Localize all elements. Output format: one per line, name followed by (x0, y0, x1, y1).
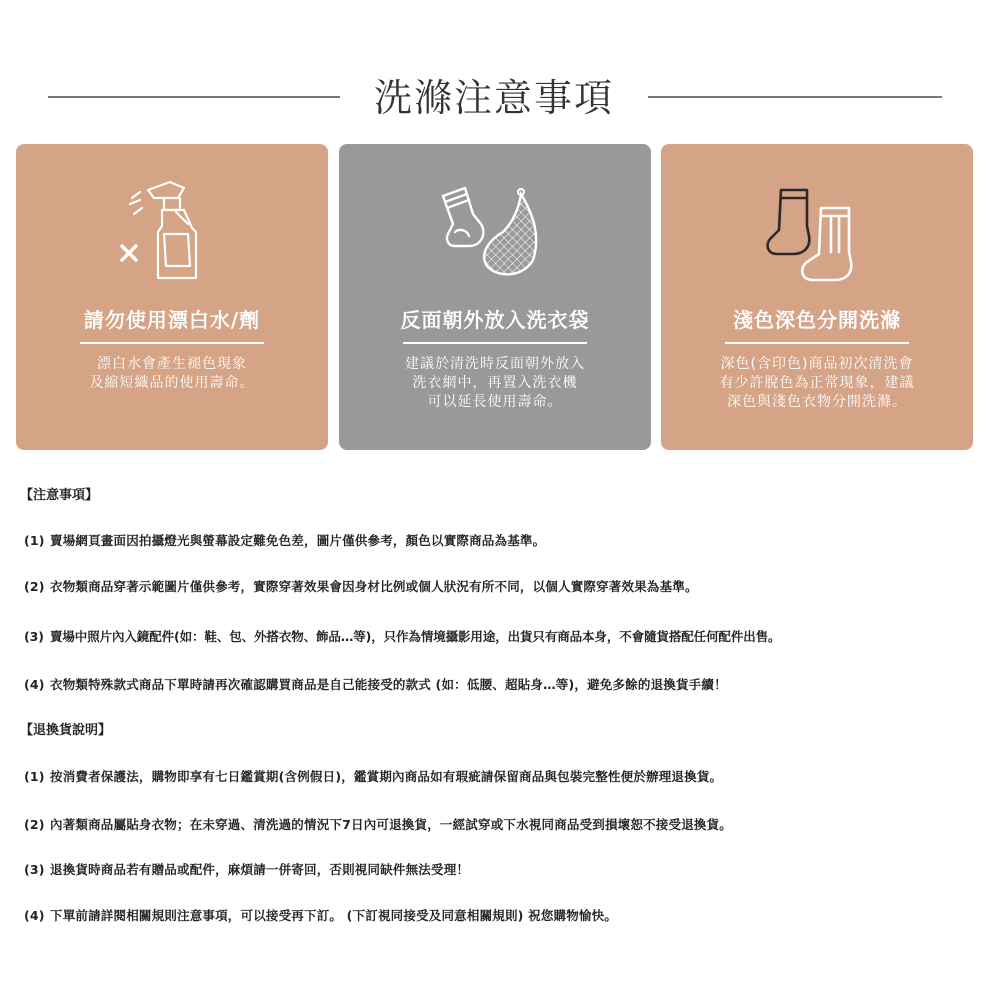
card-divider (80, 342, 264, 344)
care-card-separate-colors (661, 144, 973, 450)
notes-item (24, 627, 780, 645)
card-desc-line: 及縮短織品的使用壽命。 (89, 375, 255, 391)
card-title: 反面朝外放入洗衣袋 (400, 308, 590, 332)
page-header (0, 70, 990, 126)
item-text: 下單前請詳閱相關規則注意事項，可以接受再下訂。 (下訂視同接受及同意相關規則) 祝您購物愉快。 (50, 908, 618, 923)
item-number: (1) (24, 533, 45, 548)
item-text: 衣物類特殊款式商品下單時請再次確認購買商品是自己能接受的款式 (如：低腰、超貼身…等)，避免多餘的退換貨手續！ (50, 677, 727, 692)
card-desc-line: 深色與淺色衣物分開洗滌。 (727, 394, 907, 410)
card-title: 請勿使用漂白水/劑 (83, 308, 261, 332)
item-text: 衣物類商品穿著示範圖片僅供參考，實際穿著效果會因身材比例或個人狀況有所不同，以個人實際穿著效果為基準。 (50, 579, 698, 594)
item-text: 賣場中照片內入鏡配件(如：鞋、包、外搭衣物、飾品…等)，只作為情境攝影用途，出貨只有商品本身，不會隨貨搭配任何配件出售。 (50, 629, 781, 644)
card-desc-line: 建議於清洗時反面朝外放入 (405, 356, 585, 372)
card-description (349, 355, 641, 412)
card-title: 淺色深色分開洗滌 (733, 308, 901, 332)
item-number: (3) (24, 862, 45, 877)
header-left-rule (48, 96, 340, 98)
item-number: (4) (24, 677, 45, 692)
card-desc-line: 深色(含印色)商品初次清洗會 (720, 356, 914, 372)
card-description (671, 355, 963, 412)
card-divider (725, 342, 909, 344)
item-number: (4) (24, 908, 45, 923)
item-text: 內著類商品屬貼身衣物；在未穿過、清洗過的情況下7日內可退換貨，一經試穿或下水視同商品受到損壞恕不接受退換貨。 (50, 817, 732, 832)
care-card-no-bleach (16, 144, 328, 450)
notes-item (24, 531, 545, 549)
returns-section-title: 【退換貨說明】 (20, 723, 112, 738)
returns-item (24, 906, 617, 924)
returns-item (24, 767, 722, 785)
page-title: 洗滌注意事項 (373, 76, 614, 120)
item-number: (1) (24, 769, 45, 784)
sock-laundry-bag-icon (415, 174, 575, 294)
item-number: (2) (24, 579, 45, 594)
card-desc-line: 可以延長使用壽命。 (427, 394, 563, 410)
item-text: 退換貨時商品若有贈品或配件，麻煩請一併寄回，否則視同缺件無法受理！ (50, 862, 470, 877)
card-desc-line: 漂白水會產生褪色現象 (97, 356, 247, 372)
notes-section-title: 【注意事項】 (20, 488, 99, 503)
item-number: (3) (24, 629, 44, 644)
item-number: (2) (24, 817, 45, 832)
care-card-laundry-bag (339, 144, 651, 450)
item-text: 賣場網頁畫面因拍攝燈光與螢幕設定難免色差，圖片僅供參考，顏色以實際商品為基準。 (50, 533, 546, 548)
card-desc-line: 有少許脫色為正常現象，建議 (719, 375, 915, 391)
dark-light-socks-icon (737, 174, 897, 294)
card-divider (403, 342, 587, 344)
card-description (26, 355, 318, 393)
notes-item (24, 577, 698, 595)
returns-item (24, 815, 732, 833)
notes-item (24, 675, 727, 693)
header-right-rule (648, 96, 942, 98)
spray-bottle-no-bleach-icon (92, 174, 252, 294)
item-text: 按消費者保護法，購物即享有七日鑑賞期(含例假日)，鑑賞期內商品如有瑕疵請保留商品與包裝完整性便於辦理退換貨。 (50, 769, 723, 784)
card-desc-line: 洗衣網中，再置入洗衣機 (412, 375, 578, 391)
returns-item (24, 860, 469, 878)
